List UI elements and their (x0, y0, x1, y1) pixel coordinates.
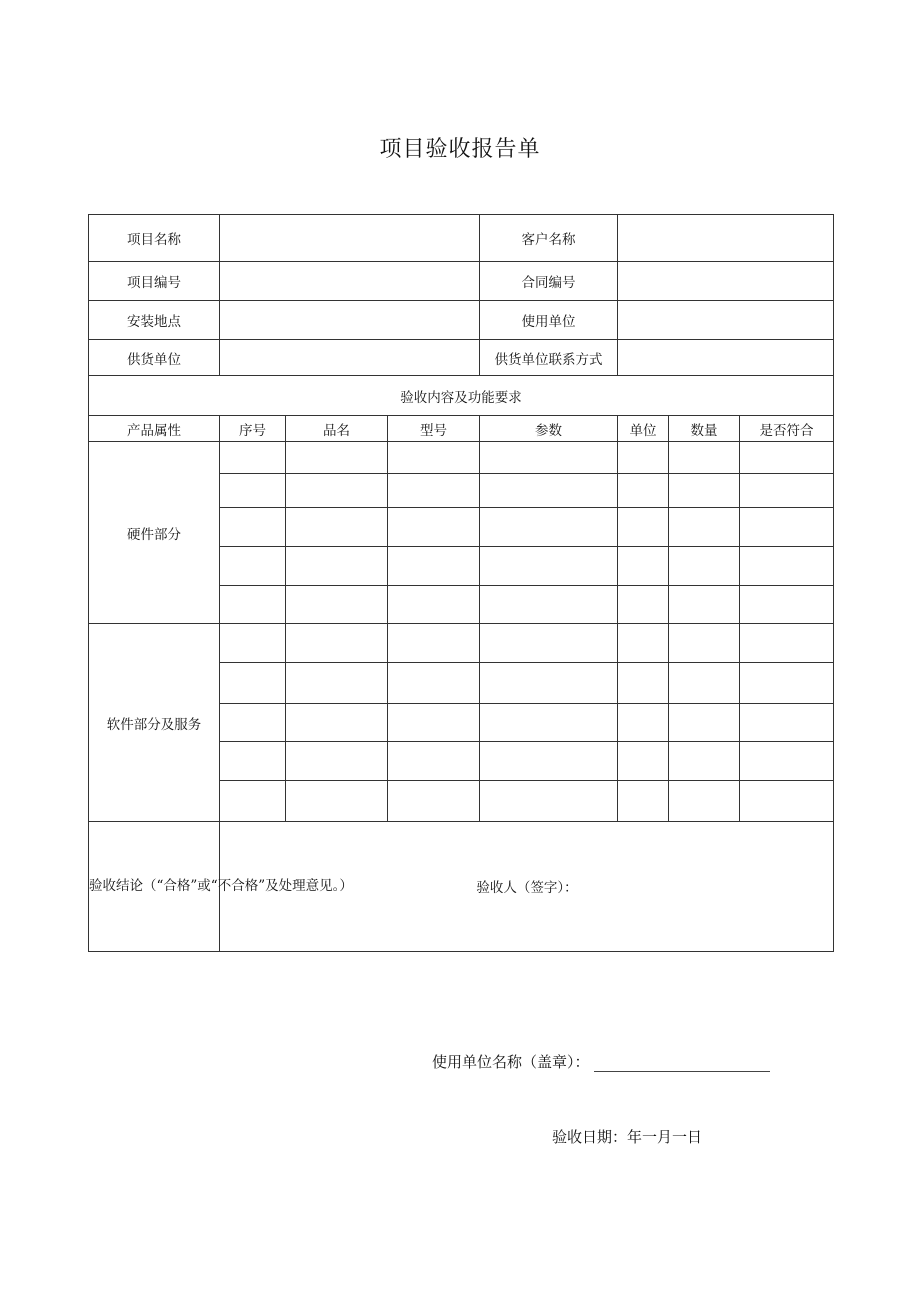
table-cell[interactable] (388, 474, 480, 508)
supplier-field[interactable] (220, 340, 480, 376)
table-cell[interactable] (286, 663, 388, 704)
project-no-field[interactable] (220, 262, 480, 301)
install-site-label: 安装地点 (89, 301, 220, 340)
table-cell[interactable] (480, 781, 618, 822)
table-cell[interactable] (669, 474, 740, 508)
table-cell[interactable] (618, 547, 669, 586)
table-row (89, 442, 834, 474)
table-cell[interactable] (286, 624, 388, 663)
table-cell[interactable] (388, 586, 480, 624)
table-cell[interactable] (740, 586, 834, 624)
table-cell[interactable] (220, 704, 286, 742)
table-cell[interactable] (388, 742, 480, 781)
contract-no-label: 合同编号 (480, 262, 618, 301)
conclusion-label: 验收结论（“合格”或“不合格”及处理意见。） (89, 822, 220, 952)
table-row (89, 624, 834, 663)
table-cell[interactable] (669, 547, 740, 586)
table-cell[interactable] (220, 586, 286, 624)
table-cell[interactable] (286, 704, 388, 742)
supplier-label: 供货单位 (89, 340, 220, 376)
table-cell[interactable] (669, 508, 740, 547)
table-cell[interactable] (669, 704, 740, 742)
project-name-field[interactable] (220, 215, 480, 262)
table-cell[interactable] (740, 704, 834, 742)
table-cell[interactable] (220, 781, 286, 822)
table-cell[interactable] (286, 742, 388, 781)
table-cell[interactable] (669, 624, 740, 663)
table-cell[interactable] (220, 547, 286, 586)
table-cell[interactable] (740, 663, 834, 704)
table-cell[interactable] (480, 742, 618, 781)
column-header: 参数 (480, 416, 618, 442)
table-cell[interactable] (388, 704, 480, 742)
info-row-3 (89, 301, 834, 340)
section-title: 验收内容及功能要求 (89, 376, 834, 416)
software-group-label: 软件部分及服务 (89, 624, 220, 822)
table-cell[interactable] (220, 442, 286, 474)
table-cell[interactable] (388, 624, 480, 663)
table-cell[interactable] (286, 442, 388, 474)
table-cell[interactable] (480, 474, 618, 508)
table-cell[interactable] (740, 474, 834, 508)
table-cell[interactable] (618, 586, 669, 624)
table-cell[interactable] (618, 742, 669, 781)
table-cell[interactable] (618, 624, 669, 663)
info-row-2 (89, 262, 834, 301)
table-cell[interactable] (740, 508, 834, 547)
table-cell[interactable] (618, 508, 669, 547)
client-name-label: 客户名称 (480, 215, 618, 262)
table-cell[interactable] (388, 547, 480, 586)
column-header-row (89, 416, 834, 442)
user-unit-label: 使用单位 (480, 301, 618, 340)
install-site-field[interactable] (220, 301, 480, 340)
unit-name-label: 使用单位名称（盖章）： (432, 1053, 590, 1071)
table-cell[interactable] (286, 547, 388, 586)
table-cell[interactable] (740, 442, 834, 474)
column-header: 品名 (286, 416, 388, 442)
column-header: 型号 (388, 416, 480, 442)
supplier-contact-label: 供货单位联系方式 (480, 340, 618, 376)
table-cell[interactable] (480, 586, 618, 624)
table-cell[interactable] (220, 624, 286, 663)
table-cell[interactable] (388, 442, 480, 474)
table-cell[interactable] (286, 508, 388, 547)
table-cell[interactable] (480, 624, 618, 663)
column-header: 序号 (220, 416, 286, 442)
table-cell[interactable] (669, 586, 740, 624)
table-cell[interactable] (480, 663, 618, 704)
signer-label: 验收人（签字）： (476, 880, 578, 896)
table-cell[interactable] (388, 663, 480, 704)
table-cell[interactable] (669, 663, 740, 704)
column-header: 单位 (618, 416, 669, 442)
unit-name-line (432, 1051, 770, 1072)
supplier-contact-field[interactable] (618, 340, 834, 376)
table-cell[interactable] (220, 663, 286, 704)
acceptance-form-table (88, 214, 834, 952)
table-cell[interactable] (480, 547, 618, 586)
project-name-label: 项目名称 (89, 215, 220, 262)
table-cell[interactable] (669, 442, 740, 474)
hardware-group-label: 硬件部分 (89, 442, 220, 624)
acceptance-date-line (552, 1126, 702, 1147)
table-cell[interactable] (740, 742, 834, 781)
table-cell[interactable] (220, 474, 286, 508)
table-cell[interactable] (740, 781, 834, 822)
user-unit-field[interactable] (618, 301, 834, 340)
table-cell[interactable] (480, 508, 618, 547)
table-cell[interactable] (618, 704, 669, 742)
table-cell[interactable] (618, 781, 669, 822)
table-cell[interactable] (220, 742, 286, 781)
column-header: 产品属性 (89, 416, 220, 442)
table-cell[interactable] (618, 474, 669, 508)
table-cell[interactable] (286, 586, 388, 624)
contract-no-field[interactable] (618, 262, 834, 301)
table-cell[interactable] (286, 781, 388, 822)
acceptance-date-label: 验收日期：年一月一日 (552, 1128, 703, 1146)
conclusion-row (89, 822, 834, 952)
table-cell[interactable] (480, 442, 618, 474)
column-header: 数量 (669, 416, 740, 442)
unit-name-signature-line[interactable] (594, 1055, 770, 1072)
table-cell[interactable] (286, 474, 388, 508)
conclusion-field[interactable] (220, 822, 834, 952)
table-cell[interactable] (618, 663, 669, 704)
table-cell[interactable] (480, 704, 618, 742)
client-name-field[interactable] (618, 215, 834, 262)
table-cell[interactable] (669, 742, 740, 781)
page-title: 项目验收报告单 (379, 137, 541, 162)
table-cell[interactable] (388, 508, 480, 547)
table-cell[interactable] (740, 547, 834, 586)
table-cell[interactable] (740, 624, 834, 663)
table-cell[interactable] (669, 781, 740, 822)
column-header: 是否符合 (740, 416, 834, 442)
table-cell[interactable] (618, 442, 669, 474)
info-row-4 (89, 340, 834, 376)
table-cell[interactable] (388, 781, 480, 822)
section-title-row (89, 376, 834, 416)
project-no-label: 项目编号 (89, 262, 220, 301)
table-cell[interactable] (220, 508, 286, 547)
info-row-1 (89, 215, 834, 262)
